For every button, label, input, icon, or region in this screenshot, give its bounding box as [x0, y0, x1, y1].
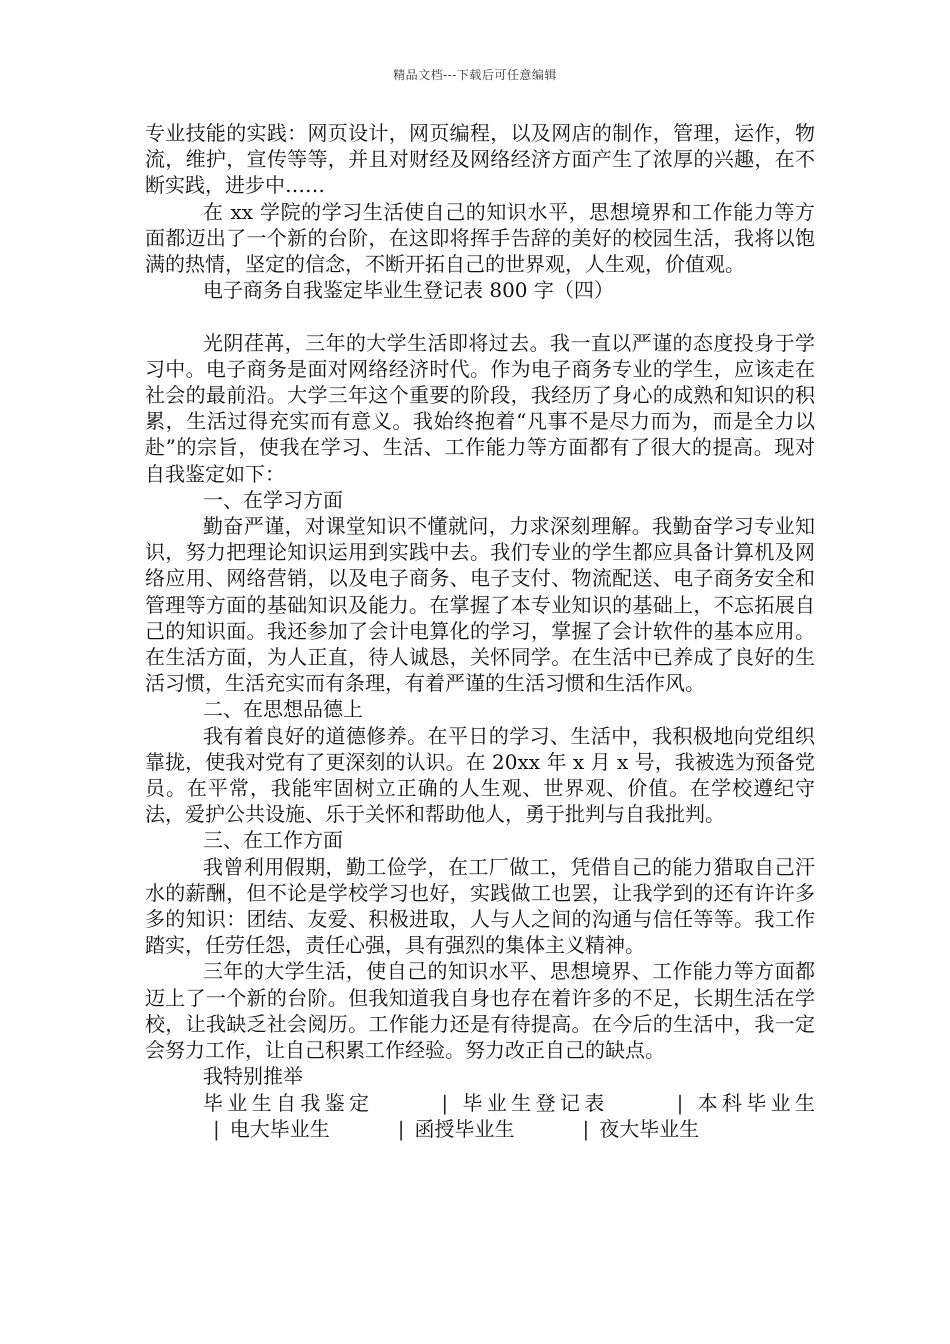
section-heading-morality: 二、在思想品德上 [203, 697, 363, 722]
document-title: 电子商务自我鉴定毕业生登记表 800 字（四） [203, 278, 614, 303]
recommend-heading: 我特别推举 [203, 1064, 303, 1089]
paragraph-work: 我曾利用假期，勤工俭学，在工厂做工，凭借自己的能力猎取自己汗水的薪酬，但不论是学校学习也好，实践做工也罢，让我学到的还有许许多多的知识：团结、友爱、积极进取，人与人之间的沟通与信任等等。我工作踏实，任劳任怨，责任心强，具有强烈的集体主义精神。 [145, 854, 815, 958]
document-body [145, 120, 815, 1142]
recommendation-links [145, 1090, 815, 1142]
paragraph-conclusion: 三年的大学生活，使自己的知识水平、思想境界、工作能力等方面都迈上了一个新的台阶。但我知道我自身也存在着许多的不足，长期生活在学校，让我缺乏社会阅历。工作能力还是有待提高。在今后的生活中，我一定会努力工作，让自己积累工作经验。努力改正自己的缺点。 [145, 959, 815, 1063]
paragraph-college-summary: 在 xx 学院的学习生活使自己的知识水平，思想境界和工作能力等方面都迈出了一个新的台阶，在这即将挥手告辞的美好的校园生活，我将以饱满的热情，坚定的信念，不断开拓自己的世界观，人生观，价值观。 [145, 199, 815, 277]
link-separator: | [582, 1116, 590, 1141]
link-registration-form[interactable]: 毕业生登记表 [458, 1090, 609, 1115]
link-night-university-graduate[interactable]: 夜大毕业生 [599, 1116, 700, 1141]
paragraph-morality: 我有着良好的道德修养。在平日的学习、生活中，我积极地向党组织靠拢，使我对党有了更深刻的认识。在 20xx 年 x 月 x 号，我被选为预备党员。在平常，我能牢固树立正确的人生观、世界观、价值。在学校遵纪守法，爱护公共设施、乐于关怀和帮助他人，勇于批判与自我批判。 [145, 723, 815, 827]
link-undergraduate[interactable]: 本科毕业生 [693, 1090, 816, 1115]
link-separator: | [676, 1090, 684, 1115]
link-separator: | [397, 1116, 405, 1141]
link-correspondence-graduate[interactable]: 函授毕业生 [414, 1116, 515, 1141]
link-separator: | [213, 1116, 220, 1141]
paragraph-opening: 光阴荏苒，三年的大学生活即将过去。我一直以严谨的态度投身于学习中。电子商务是面对网络经济时代。作为电子商务专业的学生，应该走在社会的最前沿。大学三年这个重要的阶段，我经历了身心的成熟和知识的积累，生活过得充实而有意义。我始终抱着“凡事不是尽力而为，而是全力以赴”的宗旨，使我在学习、生活、工作能力等方面都有了很大的提高。现对自我鉴定如下： [145, 330, 815, 486]
section-heading-study: 一、在学习方面 [203, 487, 343, 512]
page-header: 精品文档---下载后可任意编辑 [393, 68, 557, 82]
section-heading-work: 三、在工作方面 [203, 828, 343, 853]
link-separator: | [441, 1090, 449, 1115]
blank-line [145, 303, 815, 329]
link-tv-university-graduate[interactable]: 电大毕业生 [229, 1116, 330, 1141]
paragraph-intro-continued: 专业技能的实践：网页设计，网页编程，以及网店的制作，管理，运作，物流，维护，宣传等等，并且对财经及网络经济方面产生了浓厚的兴趣，在不断实践，进步中…… [145, 121, 815, 198]
link-self-appraisal[interactable]: 毕业生自我鉴定 [203, 1090, 374, 1115]
paragraph-study: 勤奋严谨，对课堂知识不懂就问，力求深刻理解。我勤奋学习专业知识，努力把理论知识运用到实践中去。我们专业的学生都应具备计算机及网络应用、网络营销，以及电子商务、电子支付、物流配送、电子商务安全和管理等方面的基础知识及能力。在掌握了本专业知识的基础上，不忘拓展自己的知识面。我还参加了会计电算化的学习，掌握了会计软件的基本应用。在生活方面，为人正直，待人诚恳，关怀同学。在生活中已养成了良好的生活习惯，生活充实而有条理，有着严谨的生活习惯和生活作风。 [145, 514, 815, 696]
